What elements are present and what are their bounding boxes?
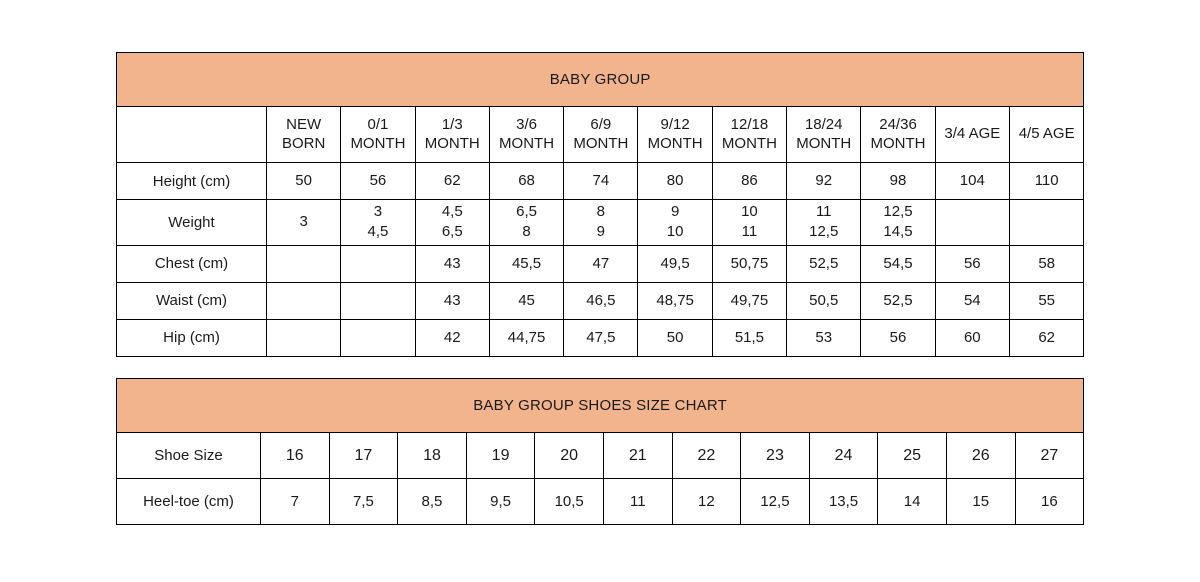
- cell-shoe-size-11: 26: [946, 433, 1015, 479]
- cell-shoe-size-5: 20: [535, 433, 604, 479]
- header-line-1: 24/36: [879, 115, 917, 133]
- size-table-title: BABY GROUP: [117, 53, 1084, 107]
- cell-height-new-born: 50: [267, 163, 341, 200]
- cell-heel-toe-4: 9,5: [466, 479, 535, 525]
- cell-weight-24-36-month: [861, 200, 935, 246]
- header-line-2: MONTH: [796, 134, 852, 152]
- row-label-chest: Chest (cm): [117, 245, 267, 282]
- header-line-1: 12/18: [730, 115, 769, 133]
- cell-hip-4-5-age: 62: [1009, 319, 1083, 356]
- cell-shoe-size-4: 19: [466, 433, 535, 479]
- header-line-1: 4/5: [1018, 125, 1040, 143]
- header-line-2: MONTH: [721, 134, 777, 152]
- cell-hip-3-6-month: 44,75: [489, 319, 563, 356]
- row-label-weight: Weight: [117, 200, 267, 246]
- cell-shoe-size-8: 23: [741, 433, 810, 479]
- row-label-waist: Waist (cm): [117, 282, 267, 319]
- cell-height-6-9-month: 74: [564, 163, 638, 200]
- value-line-1: 4,5: [441, 203, 463, 220]
- baby-group-size-table: [116, 52, 1084, 357]
- cell-weight-18-24-month: [787, 200, 861, 246]
- value-line-2: 14,5: [883, 223, 913, 241]
- value-line-1: 8: [596, 203, 605, 220]
- cell-heel-toe-5: 10,5: [535, 479, 604, 525]
- cell-shoe-size-9: 24: [809, 433, 878, 479]
- value-line-2: 10: [666, 223, 684, 241]
- column-header-12-18-month: [712, 107, 786, 163]
- header-corner-cell: [117, 107, 267, 163]
- cell-heel-toe-1: 7: [261, 479, 330, 525]
- header-line-2: BORN: [281, 134, 326, 152]
- header-line-1: 0/1: [367, 115, 389, 133]
- header-line-1: 9/12: [660, 115, 690, 133]
- header-line-2: MONTH: [870, 134, 926, 152]
- value-line-1: 10: [741, 203, 758, 220]
- cell-heel-toe-9: 13,5: [809, 479, 878, 525]
- header-line-1: NEW: [286, 115, 322, 133]
- cell-chest-0-1-month: [341, 245, 415, 282]
- cell-chest-9-12-month: 49,5: [638, 245, 712, 282]
- row-label-hip: Hip (cm): [117, 319, 267, 356]
- header-line-2: AGE: [968, 125, 1001, 143]
- header-line-1: 6/9: [590, 115, 612, 133]
- cell-chest-24-36-month: 54,5: [861, 245, 935, 282]
- header-line-1: 3/4: [944, 125, 966, 143]
- cell-weight-6-9-month: [564, 200, 638, 246]
- cell-chest-4-5-age: 58: [1009, 245, 1083, 282]
- cell-shoe-size-10: 25: [878, 433, 947, 479]
- table-row: [117, 282, 1084, 319]
- cell-heel-toe-2: 7,5: [329, 479, 398, 525]
- cell-chest-6-9-month: 47: [564, 245, 638, 282]
- row-label-shoe-size: Shoe Size: [117, 433, 261, 479]
- column-header-6-9-month: [564, 107, 638, 163]
- column-header-3-4-age: [935, 107, 1009, 163]
- cell-hip-1-3-month: 42: [415, 319, 489, 356]
- column-header-4-5-age: [1009, 107, 1083, 163]
- cell-weight-1-3-month: [415, 200, 489, 246]
- cell-heel-toe-6: 11: [603, 479, 672, 525]
- cell-hip-18-24-month: 53: [787, 319, 861, 356]
- cell-shoe-size-6: 21: [603, 433, 672, 479]
- table-row: [117, 245, 1084, 282]
- table-row: [117, 433, 1084, 479]
- column-header-0-1-month: [341, 107, 415, 163]
- cell-shoe-size-2: 17: [329, 433, 398, 479]
- cell-chest-18-24-month: 52,5: [787, 245, 861, 282]
- cell-weight-3-6-month: [489, 200, 563, 246]
- cell-shoe-size-1: 16: [261, 433, 330, 479]
- cell-weight-4-5-age: [1009, 200, 1083, 246]
- cell-hip-6-9-month: 47,5: [564, 319, 638, 356]
- cell-height-3-6-month: 68: [489, 163, 563, 200]
- cell-heel-toe-8: 12,5: [741, 479, 810, 525]
- value-line-1: 11: [815, 203, 832, 220]
- cell-waist-4-5-age: 55: [1009, 282, 1083, 319]
- column-header-3-6-month: [489, 107, 563, 163]
- value-line-2: 8: [522, 223, 531, 241]
- table-row: [117, 163, 1084, 200]
- table-row: [117, 319, 1084, 356]
- cell-shoe-size-7: 22: [672, 433, 741, 479]
- value-line-2: 9: [596, 223, 605, 241]
- header-line-2: MONTH: [573, 134, 629, 152]
- cell-hip-3-4-age: 60: [935, 319, 1009, 356]
- cell-chest-1-3-month: 43: [415, 245, 489, 282]
- value-line-2: 12,5: [809, 223, 839, 241]
- table-row: [117, 200, 1084, 246]
- cell-height-3-4-age: 104: [935, 163, 1009, 200]
- cell-waist-0-1-month: [341, 282, 415, 319]
- value-line-1: 3: [373, 203, 383, 220]
- cell-waist-18-24-month: 50,5: [787, 282, 861, 319]
- baby-group-shoes-size-table: [116, 378, 1084, 525]
- cell-shoe-size-12: 27: [1015, 433, 1084, 479]
- value-line-2: 4,5: [367, 223, 389, 241]
- column-header-1-3-month: [415, 107, 489, 163]
- cell-waist-3-6-month: 45: [489, 282, 563, 319]
- column-header-9-12-month: [638, 107, 712, 163]
- cell-heel-toe-12: 16: [1015, 479, 1084, 525]
- value-line-2: 6,5: [441, 223, 463, 241]
- table-header-row: [117, 107, 1084, 163]
- cell-weight-0-1-month: [341, 200, 415, 246]
- cell-weight-9-12-month: [638, 200, 712, 246]
- cell-waist-24-36-month: 52,5: [861, 282, 935, 319]
- header-line-2: AGE: [1042, 125, 1075, 143]
- cell-hip-9-12-month: 50: [638, 319, 712, 356]
- value-line-1: 9: [670, 203, 680, 220]
- cell-height-18-24-month: 92: [787, 163, 861, 200]
- table-title-row: [117, 53, 1084, 107]
- column-header-18-24-month: [787, 107, 861, 163]
- cell-hip-new-born: [267, 319, 341, 356]
- cell-shoe-size-3: 18: [398, 433, 467, 479]
- header-line-1: 3/6: [516, 115, 537, 133]
- cell-height-1-3-month: 62: [415, 163, 489, 200]
- cell-hip-0-1-month: [341, 319, 415, 356]
- cell-chest-new-born: [267, 245, 341, 282]
- cell-height-9-12-month: 80: [638, 163, 712, 200]
- header-line-2: MONTH: [647, 134, 703, 152]
- cell-waist-6-9-month: 46,5: [564, 282, 638, 319]
- cell-chest-12-18-month: 50,75: [712, 245, 786, 282]
- header-line-2: MONTH: [499, 134, 555, 152]
- column-header-24-36-month: [861, 107, 935, 163]
- row-label-heel-toe: Heel-toe (cm): [117, 479, 261, 525]
- cell-chest-3-6-month: 45,5: [489, 245, 563, 282]
- table-row: [117, 479, 1084, 525]
- value-line-2: 11: [741, 223, 758, 241]
- cell-heel-toe-11: 15: [946, 479, 1015, 525]
- cell-waist-new-born: [267, 282, 341, 319]
- cell-heel-toe-10: 14: [878, 479, 947, 525]
- cell-height-24-36-month: 98: [861, 163, 935, 200]
- header-line-2: MONTH: [350, 134, 406, 152]
- cell-height-4-5-age: 110: [1009, 163, 1083, 200]
- cell-weight-3-4-age: [935, 200, 1009, 246]
- header-line-2: MONTH: [424, 134, 480, 152]
- cell-weight-12-18-month: [712, 200, 786, 246]
- cell-waist-12-18-month: 49,75: [712, 282, 786, 319]
- cell-hip-24-36-month: 56: [861, 319, 935, 356]
- column-header-new-born: [267, 107, 341, 163]
- cell-waist-1-3-month: 43: [415, 282, 489, 319]
- value-line-1: 3: [299, 213, 308, 231]
- cell-heel-toe-7: 12: [672, 479, 741, 525]
- cell-heel-toe-3: 8,5: [398, 479, 467, 525]
- cell-height-12-18-month: 86: [712, 163, 786, 200]
- cell-waist-9-12-month: 48,75: [638, 282, 712, 319]
- cell-height-0-1-month: 56: [341, 163, 415, 200]
- cell-waist-3-4-age: 54: [935, 282, 1009, 319]
- shoe-table-title: BABY GROUP SHOES SIZE CHART: [117, 379, 1084, 433]
- table-title-row: [117, 379, 1084, 433]
- header-line-1: 18/24: [804, 115, 843, 133]
- cell-weight-new-born: [267, 200, 341, 246]
- cell-chest-3-4-age: 56: [935, 245, 1009, 282]
- cell-hip-12-18-month: 51,5: [712, 319, 786, 356]
- value-line-1: 12,5: [883, 203, 913, 220]
- header-line-1: 1/3: [441, 115, 463, 133]
- row-label-height: Height (cm): [117, 163, 267, 200]
- value-line-1: 6,5: [516, 203, 537, 220]
